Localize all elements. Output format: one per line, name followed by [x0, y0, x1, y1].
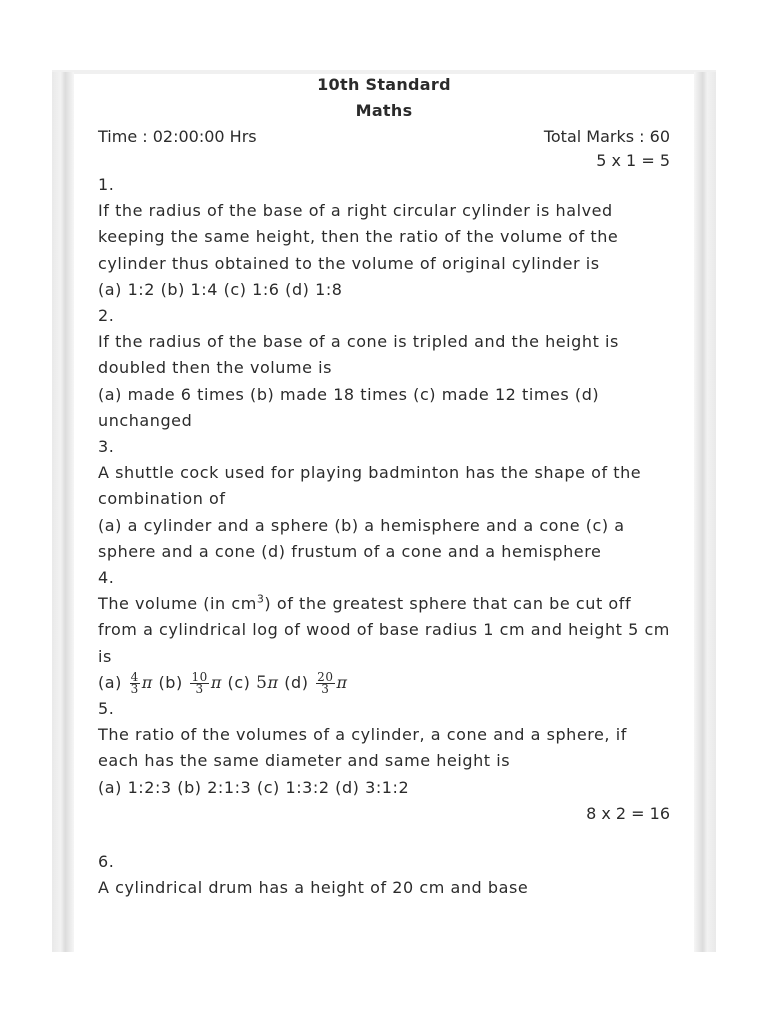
question-number: 4.: [98, 568, 115, 588]
option-a-label: (a): [98, 672, 122, 692]
time-label: Time : 02:00:00 Hrs: [98, 127, 257, 146]
question-1: [98, 172, 670, 303]
question-options: (a) made 6 times (b) made 18 times (c) made 12 times (d) unchanged: [98, 384, 600, 430]
standard-title: 10th Standard: [317, 75, 451, 94]
question-4: [98, 565, 670, 696]
question-text: [98, 591, 670, 670]
question-options: [98, 670, 670, 696]
subject-title: Maths: [355, 101, 413, 120]
question-6: [98, 849, 670, 901]
section-marks: 5 x 1 = 5: [596, 151, 670, 170]
numerator: 4: [130, 669, 139, 684]
question-number: 2.: [98, 306, 115, 326]
question-text-part: The volume (in cm: [98, 594, 257, 614]
numerator: 10: [191, 669, 208, 684]
option-d-label: (d): [284, 672, 309, 692]
fraction-b: [190, 669, 208, 696]
question-2: [98, 303, 670, 434]
question-options: (a) 1:2 (b) 1:4 (c) 1:6 (d) 1:8: [98, 279, 343, 299]
question-text-part: ) of the greatest sphere that can be cut off from a cylindrical log of wood of base radius 1 cm and height 5 cm is: [98, 594, 670, 666]
question-5: [98, 696, 670, 801]
denominator: 3: [321, 681, 330, 696]
time-marks-row: [98, 124, 670, 150]
section-gap: [98, 827, 670, 849]
paper-content: [98, 74, 670, 901]
superscript: 3: [256, 592, 265, 606]
fraction-a: [130, 669, 140, 696]
pi-symbol: π: [210, 672, 222, 692]
option-c-value: 5: [256, 672, 268, 693]
fraction-d: [316, 669, 334, 696]
section-marks: 8 x 2 = 16: [586, 803, 670, 823]
option-c-label: (c): [227, 672, 251, 692]
question-options: (a) 1:2:3 (b) 2:1:3 (c) 1:3:2 (d) 3:1:2: [98, 777, 410, 797]
total-marks-label: Total Marks : 60: [543, 127, 670, 146]
denominator: 3: [130, 681, 139, 696]
question-number: 6.: [98, 851, 115, 871]
question-number: 3.: [98, 437, 115, 457]
question-text: If the radius of the base of a cone is tripled and the height is doubled then the volume is: [98, 332, 619, 378]
pi-symbol: π: [141, 672, 153, 692]
denominator: 3: [195, 681, 204, 696]
pi-symbol: π: [336, 672, 348, 692]
numerator: 20: [317, 669, 334, 684]
question-number: 5.: [98, 699, 115, 719]
page-frame-right: [694, 72, 716, 952]
question-options: (a) a cylinder and a sphere (b) a hemisphere and a cone (c) a sphere and a cone (d) frustum of a cone and a hemisphere: [98, 515, 625, 561]
question-number: 1.: [98, 175, 115, 194]
question-text: A shuttle cock used for playing badminton has the shape of the combination of: [98, 463, 642, 509]
option-b-label: (b): [158, 672, 183, 692]
page-frame-left: [52, 72, 74, 952]
question-text: A cylindrical drum has a height of 20 cm and base: [98, 878, 529, 898]
question-text: If the radius of the base of a right circular cylinder is halved keeping the same height, then the ratio of the volume of the cylinder thus obtained to the volume of original cylinder is: [98, 201, 619, 273]
pi-symbol: π: [267, 672, 279, 692]
question-text: The ratio of the volumes of a cylinder, a cone and a sphere, if each has the same diameter and same height is: [98, 725, 627, 771]
question-3: [98, 434, 670, 565]
